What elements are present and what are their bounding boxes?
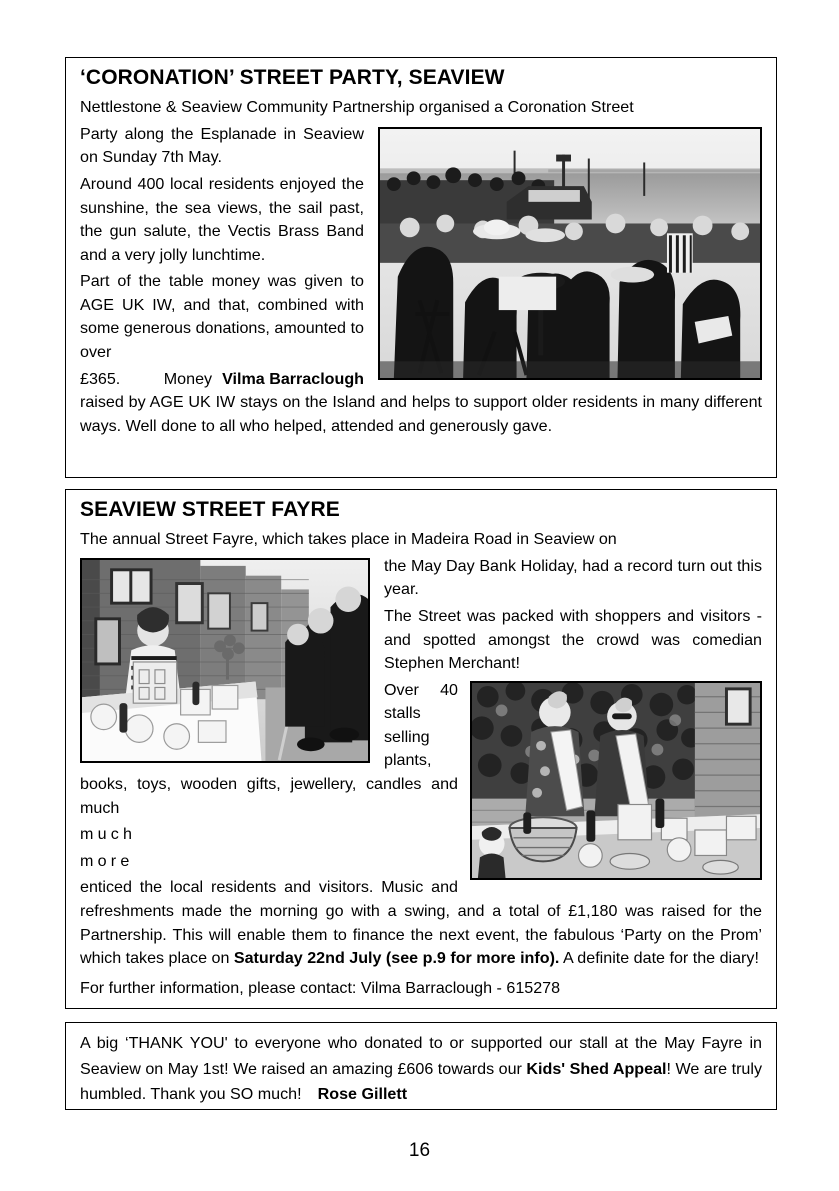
paragraph-3: Part of the table money was given to AGE UK IW, and that, combined with some generous donations, amounted to over xyxy=(80,272,364,362)
thank-you-notice xyxy=(65,1022,777,1110)
continuation-text-b: A definite date for the diary! xyxy=(559,949,759,968)
thanks-text-b: ! We are truly humbled. Thank you SO much! xyxy=(80,1059,762,1103)
paragraph-4-text: £365. Money raised by AGE UK IW stays on the Island and helps to support older residents in many different ways. Well done to all who helped, attended and generously gave. xyxy=(80,369,762,435)
article-heading-coronation: ‘CORONATION’ STREET PARTY, SEAVIEW xyxy=(80,66,505,89)
lead-paragraph: The annual Street Fayre, which takes place in Madeira Road in Seaview on xyxy=(80,530,617,549)
article-coronation-street-party xyxy=(65,57,777,478)
street-fayre-stall-photo xyxy=(80,558,370,763)
article-heading-fayre: SEAVIEW STREET FAYRE xyxy=(80,498,340,521)
photo-artwork xyxy=(472,683,760,878)
photo-artwork xyxy=(380,129,760,378)
lead-paragraph: Nettlestone & Seaview Community Partnership organised a Coronation Street xyxy=(80,98,634,117)
article-body-fayre xyxy=(80,528,762,1000)
thanks-text-a: A big ‘THANK YOU' to everyone who donated to or supported our stall at the May Fayre in Seaview on May 1st! We raised an amazing £606 towards our xyxy=(80,1034,762,1078)
continuation-bold-date: Saturday 22nd July (see p.9 for more info). xyxy=(233,949,560,968)
thank-you-text xyxy=(80,1031,762,1108)
street-party-crowd-photo xyxy=(378,127,762,380)
spaced-word-much: much xyxy=(80,825,137,844)
article-body-coronation xyxy=(80,96,762,438)
spaced-word-more: more xyxy=(80,851,134,870)
page-number: 16 xyxy=(408,1140,431,1161)
article-signature-coronation: Vilma Barraclough xyxy=(222,369,364,388)
paragraph-2: Around 400 local residents enjoyed the sunshine, the sea views, the sail past, the gun salute, the Vectis Brass Band and a very jolly lunchtime. xyxy=(80,174,364,264)
paragraph-2: The Street was packed with shoppers and visitors - and spotted amongst the crowd was comedian Stephen Merchant! xyxy=(384,606,762,673)
paragraph-1: the May Day Bank Holiday, had a record turn out this year. xyxy=(384,556,762,599)
paragraph-continuation xyxy=(80,876,762,970)
continuation-text-a: enticed the local residents and visitors. Music and refreshments made the morning go with a swing, and a total of £1,180 was raised for the Partnership. This will enable them to finance the next event, the fabulous ‘Party on the Prom’ which takes place on xyxy=(80,878,762,968)
photo-artwork xyxy=(82,560,368,761)
contact-line: For further information, please contact: Vilma Barraclough - 615278 xyxy=(80,978,561,997)
thanks-bold-appeal: Kids' Shed Appeal xyxy=(526,1059,667,1078)
article-seaview-street-fayre xyxy=(65,489,777,1009)
ladies-with-sashes-photo xyxy=(470,681,762,880)
paragraph-3: Over 40 stalls selling plants, books, toys, wooden gifts, jewellery, candles and much xyxy=(80,680,458,817)
paragraph-1: Party along the Esplanade in Seaview on Sunday 7th May. xyxy=(80,124,364,167)
thanks-signature: Rose Gillett xyxy=(317,1085,408,1103)
